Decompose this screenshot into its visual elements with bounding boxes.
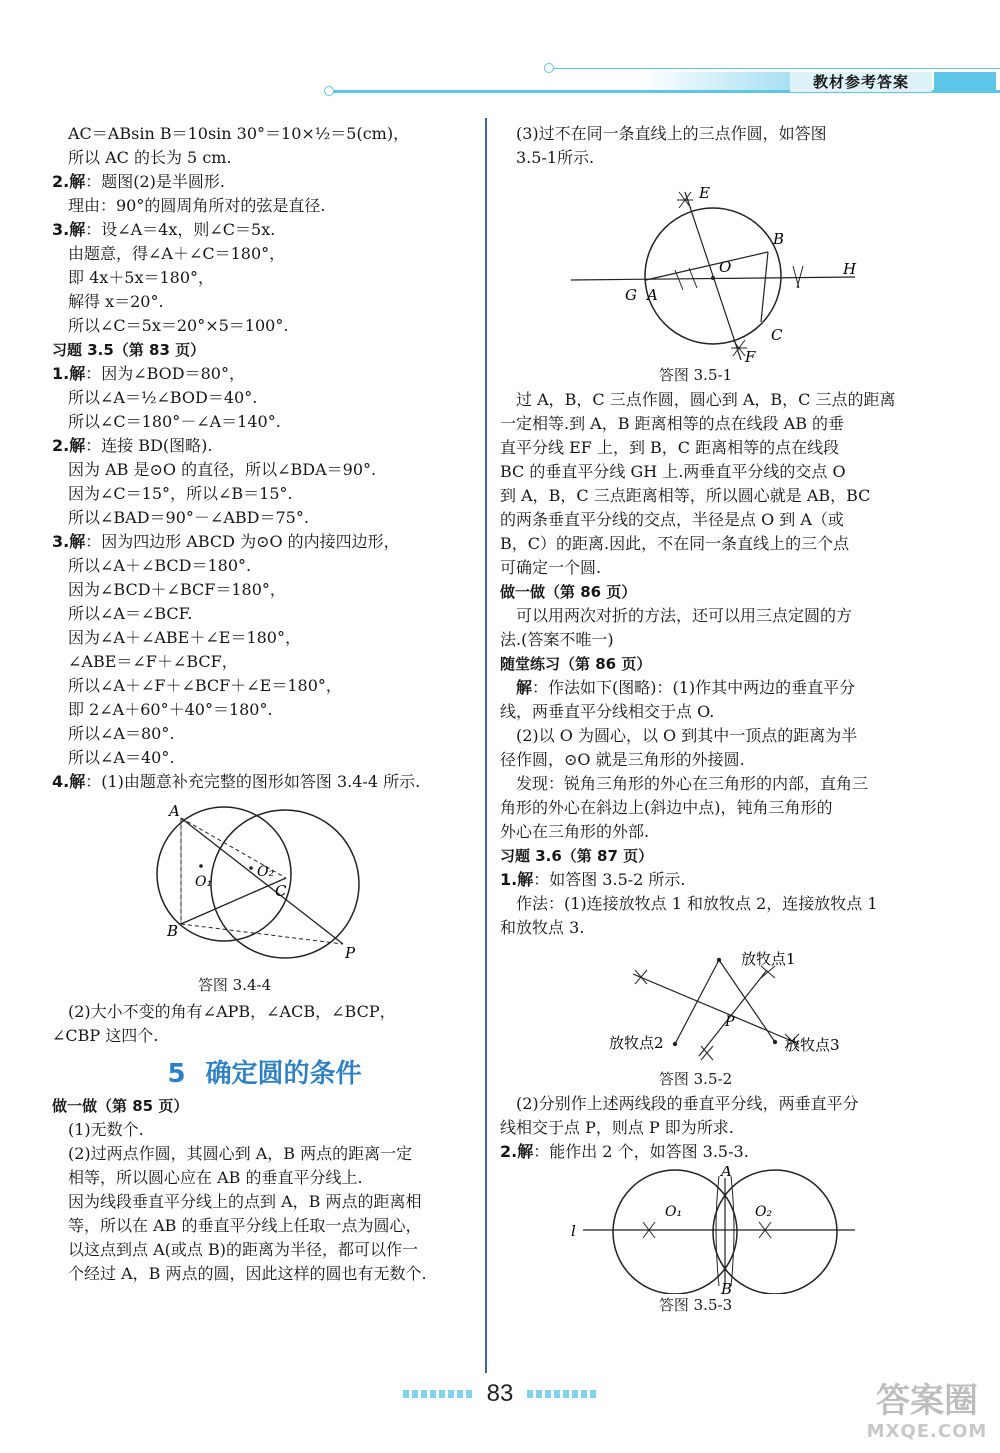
text-line: 所以∠A＝80°. xyxy=(68,724,175,743)
text-line: ∠ABE＝∠F＋∠BCF， xyxy=(68,652,238,671)
text-line: 外心在三角形的外部. xyxy=(500,822,650,841)
figure-caption: 答图 3.5-2 xyxy=(658,1070,733,1088)
text-line: 所以∠BAD＝90°－∠ABD＝75°. xyxy=(68,508,309,527)
question-label: 解 xyxy=(516,678,533,697)
point-label-3: 放牧点3 xyxy=(784,1036,840,1054)
point-label-b: B xyxy=(772,230,784,248)
page-footer xyxy=(0,1380,1000,1408)
text-line: ：因为∠BOD＝80°， xyxy=(85,364,245,383)
header-dot-icon xyxy=(544,63,554,73)
text-line: ∠CBP 这四个. xyxy=(52,1026,159,1045)
text-line: B，C）的距离.因此，不在同一条直线上的三个点 xyxy=(500,534,850,553)
section-title-text: 确定圆的条件 xyxy=(205,1059,362,1089)
text-line: ：题图(2)是半圆形. xyxy=(85,172,225,191)
text-line: 和放牧点 3. xyxy=(500,918,585,937)
text-line: (1)无数个. xyxy=(68,1120,144,1139)
text-line: ：因为四边形 ABCD 为⊙O 的内接四边形， xyxy=(85,532,400,551)
text-line: 直平分线 EF 上，到 B，C 距离相等的点在线段 xyxy=(500,438,840,457)
text-line: (2)以 O 为圆心，以 O 到其中一顶点的距离为半 xyxy=(516,726,858,745)
question-label: 2.解 xyxy=(52,172,86,191)
point-label-c: C xyxy=(274,882,286,900)
section-heading: 做一做（第 86 页） xyxy=(500,583,637,601)
text-line: ：能作出 2 个，如答图 3.5-3. xyxy=(533,1142,749,1161)
point-label-a: A xyxy=(168,802,180,820)
text-line: 所以∠C＝180°－∠A＝140°. xyxy=(68,412,281,431)
section-heading: 习题 3.6（第 87 页） xyxy=(500,847,654,865)
figure-3-4-4 xyxy=(145,798,385,974)
point-label-o2: O₂ xyxy=(256,864,274,880)
footer-decoration xyxy=(527,1390,597,1398)
text-line: 3.5-1所示. xyxy=(516,148,595,167)
text-line: 所以∠A＝½∠BOD＝40°. xyxy=(68,388,258,407)
point-label-o2: O₂ xyxy=(754,1204,772,1220)
text-line: 所以 AC 的长为 5 cm. xyxy=(68,148,232,167)
text-line: 到 A，B，C 三点距离相等，所以圆心就是 AB，BC xyxy=(500,486,871,505)
point-label-o1: O₁ xyxy=(664,1204,682,1220)
text-line: 的两条垂直平分线的交点，半径是点 O 到 A（或 xyxy=(500,510,844,529)
text-line: (3)过不在同一条直线上的三点作圆，如答图 xyxy=(516,124,827,143)
watermark-url: MXQE.COM xyxy=(866,1421,988,1442)
text-line: 理由：90°的圆周角所对的弦是直径. xyxy=(68,196,326,215)
segment-bc xyxy=(761,252,768,322)
section-number: 5 xyxy=(167,1059,186,1089)
text-line: BC 的垂直平分线 GH 上.两垂直平分线的交点 O xyxy=(500,462,846,481)
text-line: (2)大小不变的角有∠APB，∠ACB，∠BCP， xyxy=(68,1002,396,1021)
text-line: 一定相等.到 A，B 距离相等的点在线段 AB 的垂 xyxy=(500,414,845,433)
figure-3-5-3 xyxy=(563,1166,863,1294)
text-line: 发现：锐角三角形的外心在三角形的内部，直角三 xyxy=(516,774,869,793)
center-o1 xyxy=(199,864,203,868)
segment-1-2 xyxy=(675,960,719,1044)
figure-3-5-1 xyxy=(563,174,863,364)
point-label-p: P xyxy=(724,1014,734,1030)
arc-mark-icon xyxy=(701,1046,713,1060)
text-line: 所以∠A＋∠F＋∠BCF＋∠E＝180°， xyxy=(68,676,342,695)
text-line: 由题意，得∠A＋∠C＝180°， xyxy=(68,244,286,263)
text-line: ：如答图 3.5-2 所示. xyxy=(533,870,686,889)
point-label-b: B xyxy=(720,1280,732,1294)
text-line: 可以用两次对折的方法，还可以用三点定圆的方 xyxy=(516,606,853,625)
text-line: 因为线段垂直平分线上的点到 A，B 两点的距离相 xyxy=(68,1192,422,1211)
text-line: ：(1)由题意补充完整的图形如答图 3.4-4 所示. xyxy=(85,772,421,791)
section-heading: 习题 3.5（第 83 页） xyxy=(52,341,206,359)
section-title xyxy=(52,1054,477,1094)
point-label-e: E xyxy=(698,184,710,202)
center-o xyxy=(711,276,715,280)
text-line: 因为∠BCD＋∠BCF＝180°， xyxy=(68,580,286,599)
page-number: 83 xyxy=(486,1380,514,1407)
question-label: 3.解 xyxy=(52,220,86,239)
text-line: 所以∠A＝∠BCF. xyxy=(68,604,193,623)
question-label: 1.解 xyxy=(500,870,534,889)
question-label: 2.解 xyxy=(52,436,86,455)
text-line: 等，所以在 AB 的垂直平分线上任取一点为圆心， xyxy=(68,1216,422,1235)
point-label-p: P xyxy=(344,944,355,962)
point-label-l: l xyxy=(570,1222,576,1240)
point-label-b: B xyxy=(166,922,178,940)
text-line: 解得 x＝20°. xyxy=(68,292,164,311)
text-line: 所以∠C＝5x＝20°×5＝100°. xyxy=(68,316,289,335)
point-label-a: A xyxy=(646,286,658,304)
text-line: ：作法如下(图略)：(1)作其中两边的垂直平分 xyxy=(532,678,856,697)
point-label-c: C xyxy=(770,326,782,344)
text-line: ：设∠A＝4x，则∠C＝5x. xyxy=(85,220,276,239)
text-line: 可确定一个圆. xyxy=(500,558,602,577)
text-line: ：连接 BD(图略). xyxy=(85,436,213,455)
point-label-f: F xyxy=(744,348,755,364)
text-line: 相等，所以圆心应在 AB 的垂直平分线上. xyxy=(68,1168,363,1187)
dashed-line xyxy=(181,924,343,944)
point-label-a: A xyxy=(720,1166,732,1180)
figure-caption: 答图 3.5-3 xyxy=(658,1296,733,1314)
question-label: 3.解 xyxy=(52,532,86,551)
text-line: (2)过两点作圆，其圆心到 A，B 两点的距离一定 xyxy=(68,1144,413,1163)
right-column xyxy=(500,122,925,1316)
figure-caption: 答图 3.5-1 xyxy=(658,366,733,384)
text-line: 所以∠A＋∠BCD＝180°. xyxy=(68,556,252,575)
point-label-o: O xyxy=(718,258,731,276)
point-label-o1: O₁ xyxy=(194,874,212,890)
text-line: 线，两垂直平分线相交于点 O. xyxy=(500,702,715,721)
question-label: 1.解 xyxy=(52,364,86,383)
header-label: 教材参考答案 xyxy=(790,72,932,92)
text-line: 因为∠C＝15°，所以∠B＝15°. xyxy=(68,484,293,503)
text-line: 个经过 A，B 两点的圆，因此这样的圆也有无数个. xyxy=(68,1264,427,1283)
arc-mark-icon xyxy=(731,1176,734,1286)
point-label-2: 放牧点2 xyxy=(608,1034,664,1052)
header-top-line xyxy=(548,68,1000,69)
text-line: 以这点到点 A(或点 B)的距离为半径，都可以作一 xyxy=(68,1240,418,1259)
point-2-dot xyxy=(672,1042,676,1046)
arc-mark-icon xyxy=(716,1176,719,1286)
arc-mark-icon xyxy=(677,192,693,208)
figure-caption: 答图 3.4-4 xyxy=(197,976,272,994)
bisector-2 xyxy=(699,970,767,1056)
section-heading: 做一做（第 85 页） xyxy=(52,1097,189,1115)
arc-mark-icon xyxy=(635,970,647,984)
text-line: AC＝ABsin B＝10sin 30°＝10×½＝5(cm)， xyxy=(68,124,410,143)
point-1-dot xyxy=(716,958,720,962)
header-band xyxy=(640,72,790,90)
point-3-dot xyxy=(772,1040,776,1044)
text-line: 径作圆，⊙O 就是三角形的外接圆. xyxy=(500,750,745,769)
watermark-text: 答案圈 xyxy=(876,1381,978,1421)
point-label-h: H xyxy=(842,260,856,278)
figure-3-5-2 xyxy=(563,944,863,1068)
text-line: 所以∠A＝40°. xyxy=(68,748,175,767)
footer-decoration xyxy=(403,1390,473,1398)
section-heading: 随堂练习（第 86 页） xyxy=(500,655,652,673)
text-line: 因为 AB 是⊙O 的直径，所以∠BDA＝90°. xyxy=(68,460,377,479)
text-line: 过 A，B，C 三点作圆，圆心到 A，B，C 三点的距离 xyxy=(516,390,896,409)
text-line: 因为∠A＋∠ABE＋∠E＝180°， xyxy=(68,628,301,647)
text-line: 法.(答案不唯一) xyxy=(500,630,614,649)
text-line: 即 4x＋5x＝180°， xyxy=(68,268,215,287)
text-line: 角形的外心在斜边上(斜边中点)，钝角三角形的 xyxy=(500,798,833,817)
column-divider xyxy=(485,118,487,1373)
left-column xyxy=(52,122,477,1286)
text-line: 即 2∠A＋60°＋40°＝180°. xyxy=(68,700,273,719)
center-o2 xyxy=(249,866,253,870)
header-tab xyxy=(934,72,996,92)
text-line: 线相交于点 P，则点 P 即为所求. xyxy=(500,1118,734,1137)
watermark-logo xyxy=(862,1380,992,1448)
question-label: 2.解 xyxy=(500,1142,534,1161)
question-label: 4.解 xyxy=(52,772,86,791)
point-label-g: G xyxy=(624,286,637,304)
text-line: 作法：(1)连接放牧点 1 和放牧点 2，连接放牧点 1 xyxy=(516,894,878,913)
header-dot-icon xyxy=(324,86,334,96)
point-label-1: 放牧点1 xyxy=(740,950,796,968)
text-line: (2)分别作上述两线段的垂直平分线，两垂直平分 xyxy=(516,1094,859,1113)
